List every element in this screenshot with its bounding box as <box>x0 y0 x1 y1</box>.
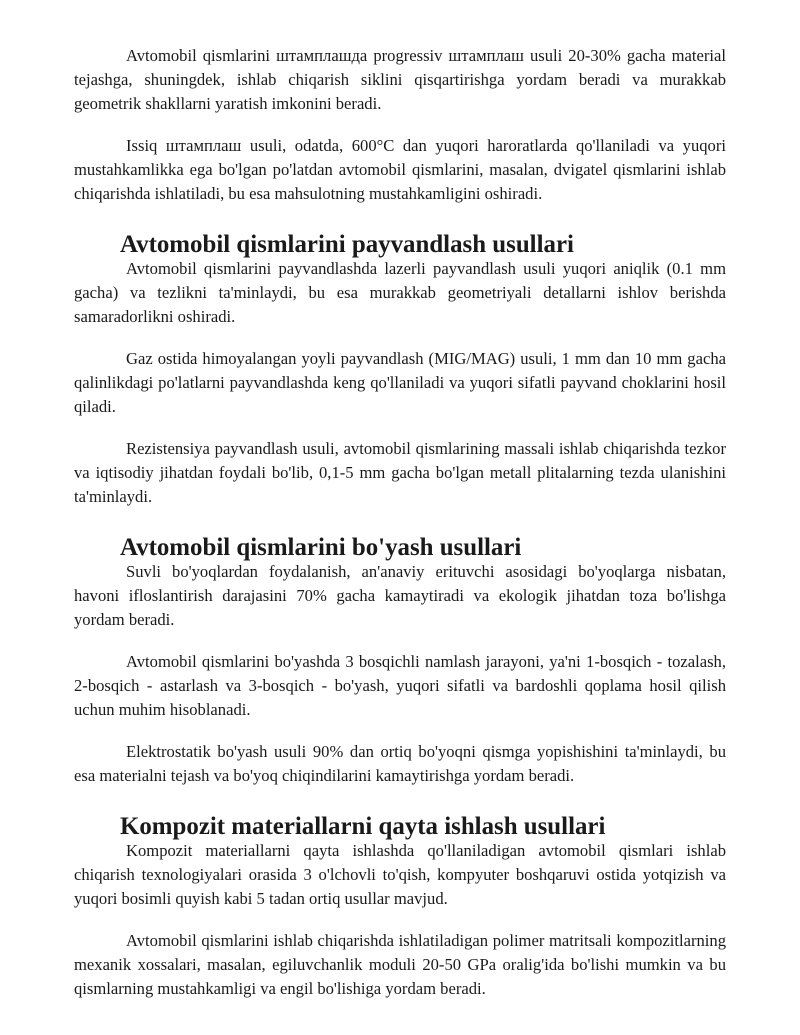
paragraph-hot-stamping: Issiq штамплаш usuli, odatda, 600°C dan yuqori haroratlarda qo'llaniladi va yuqori mustahkamlikka ega bo'lgan po'latdan avtomobil qismlarini, masalan, dvigatel qismlarini ishlab chiqarishda ishlatiladi, bu esa mahsulotning mustahkamligini oshiradi. <box>74 136 726 203</box>
section-heading-composites: Kompozit materiallarni qayta ishlash usullari <box>120 813 606 840</box>
section-heading-welding: Avtomobil qismlarini payvandlash usullari <box>120 231 574 258</box>
paragraph-laser-welding: Avtomobil qismlarini payvandlashda lazerli payvandlash usuli yuqori aniqlik (0.1 mm gacha) va tezlikni ta'minlaydi, bu esa murakkab geometriyali detallarni ishlov berishda samaradorlikni oshiradi. <box>74 259 726 326</box>
paragraph-resistance-welding: Rezistensiya payvandlash usuli, avtomobil qismlarining massali ishlab chiqarishda tezkor va iqtisodiy jihatdan foydali bo'lib, 0,1-5 mm gacha bo'lgan metall plitalarning tezda ulanishini ta'minlaydi. <box>74 439 726 506</box>
paragraph-polymer-matrix-composites: Avtomobil qismlarini ishlab chiqarishda ishlatiladigan polimer matritsali kompozitlarning mexanik xossalari, masalan, egiluvchanlik moduli 20-50 GPa oralig'ida bo'lishi mumkin va bu qismlarning mustahkamligi va engil bo'lishiga yordam beradi. <box>74 931 726 998</box>
paragraph-electrostatic-painting: Elektrostatik bo'yash usuli 90% dan ortiq bo'yoqni qismga yopishishini ta'minlaydi, bu esa materialni tejash va bo'yoq chiqindilarini kamaytirishga yordam beradi. <box>74 742 726 785</box>
paragraph-three-stage-process: Avtomobil qismlarini bo'yashda 3 bosqichli namlash jarayoni, ya'ni 1-bosqich - tozalash, 2-bosqich - astarlash va 3-bosqich - bo'yash, yuqori sifatli va bardoshli qoplama hosil qilish uchun muhim hisoblanadi. <box>74 652 726 719</box>
paragraph-water-based-paints: Suvli bo'yoqlardan foydalanish, an'anaviy erituvchi asosidagi bo'yoqlarga nisbatan, havoni ifloslantirish darajasini 70% gacha kamaytiradi va ekologik jihatdan toza bo'lishga yordam beradi. <box>74 562 726 629</box>
paragraph-composite-processing: Kompozit materiallarni qayta ishlashda qo'llaniladigan avtomobil qismlari ishlab chiqarish texnologiyalari orasida 3 o'lchovli to'qish, kompyuter boshqaruvi ostida yotqizish va yuqori bosimli quyish kabi 5 tadan ortiq usullar mavjud. <box>74 841 726 908</box>
paragraph-progressive-stamping: Avtomobil qismlarini штамплашда progressiv штамплаш usuli 20-30% gacha material tejashga, shuningdek, ishlab chiqarish siklini qisqartirishga yordam beradi va murakkab geometrik shakllarni yaratish imkonini beradi. <box>74 46 726 113</box>
section-heading-painting: Avtomobil qismlarini bo'yash usullari <box>120 534 522 561</box>
paragraph-mig-mag-welding: Gaz ostida himoyalangan yoyli payvandlash (MIG/MAG) usuli, 1 mm dan 10 mm gacha qalinlikdagi po'latlarni payvandlashda keng qo'llaniladi va yuqori sifatli payvand choklarini hosil qiladi. <box>74 349 726 416</box>
